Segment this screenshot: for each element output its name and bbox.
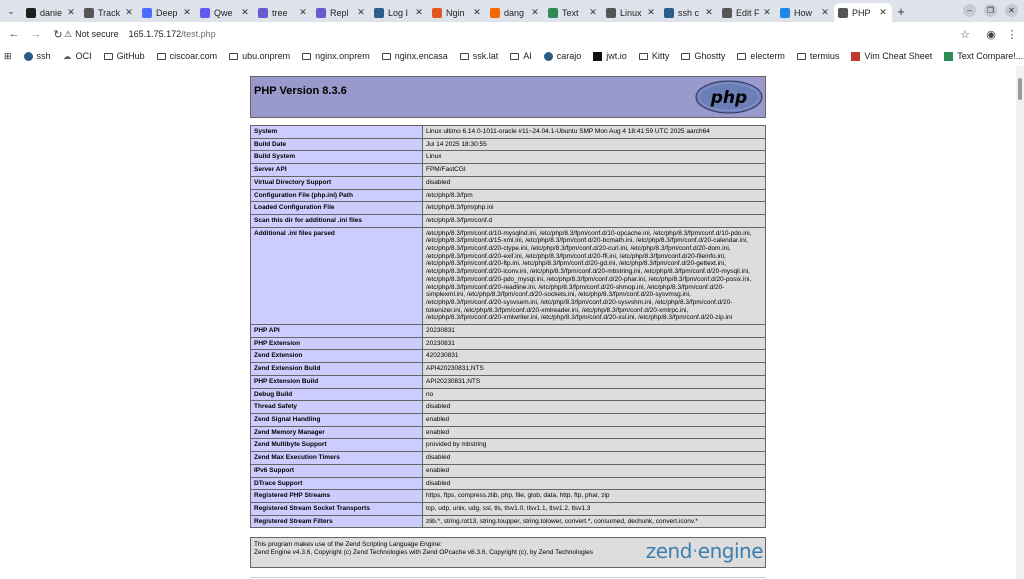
github-icon xyxy=(26,8,36,18)
tab-title: Linux xyxy=(620,7,642,18)
table-row xyxy=(251,515,766,528)
url-path: /test.php xyxy=(181,29,216,39)
directive-name: Zend Multibyte Support xyxy=(251,439,423,452)
tabs-container xyxy=(22,0,892,22)
bookmark-label: ssk.lat xyxy=(472,51,499,61)
directive-name: Zend Extension xyxy=(251,350,423,363)
tab-title: Repl xyxy=(330,7,349,18)
tab-title: ssh c xyxy=(678,7,700,18)
table-row xyxy=(251,189,766,202)
bookmark-label: ssh xyxy=(36,51,51,61)
bookmark-item[interactable] xyxy=(63,51,92,61)
bookmark-label: nginx.onprem xyxy=(315,51,370,61)
directive-value: Linux ultimo 6.14.0-1011-oracle #11~24.04.1-Ubuntu SMP Mon Aug 4 18:41:59 UTC 2025 aarch64 xyxy=(423,126,766,139)
table-row xyxy=(251,214,766,227)
directive-name: Registered Stream Filters xyxy=(251,515,423,528)
directive-name: PHP API xyxy=(251,325,423,338)
bookmark-label: ciscoar.com xyxy=(169,51,218,61)
directive-name: IPv6 Support xyxy=(251,464,423,477)
reload-button[interactable]: ↻ xyxy=(53,28,63,41)
directive-name: Configuration File (php.ini) Path xyxy=(251,189,423,202)
php-version-title: PHP Version 8.3.6 xyxy=(254,85,347,97)
table-row xyxy=(251,477,766,490)
close-tab-icon[interactable]: ✕ xyxy=(183,7,191,17)
table-row xyxy=(251,452,766,465)
table-row xyxy=(251,227,766,324)
close-tab-icon[interactable]: ✕ xyxy=(299,7,307,17)
tab-8[interactable] xyxy=(486,3,544,22)
folder-icon xyxy=(460,53,469,60)
directive-value: /etc/php/8.3/fpm/conf.d xyxy=(423,214,766,227)
page-content xyxy=(0,66,1016,579)
directive-value: FPM/FastCGI xyxy=(423,164,766,177)
close-window-button[interactable]: ✕ xyxy=(1005,4,1018,17)
tab-title: Log I xyxy=(388,7,409,18)
folder-icon xyxy=(229,53,238,60)
table-row xyxy=(251,502,766,515)
directive-value: Jul 14 2025 18:30:55 xyxy=(423,138,766,151)
textcompare-icon xyxy=(548,8,558,18)
ssh-icon xyxy=(664,8,674,18)
qwen-icon xyxy=(200,8,210,18)
tab-7[interactable] xyxy=(428,3,486,22)
directive-value: enabled xyxy=(423,413,766,426)
directive-value: API420230831,NTS xyxy=(423,363,766,376)
table-row xyxy=(251,202,766,215)
directive-name: Registered Stream Socket Transports xyxy=(251,502,423,515)
zend-text xyxy=(254,541,593,557)
folder-icon xyxy=(737,53,746,60)
directive-value: disabled xyxy=(423,477,766,490)
php-logo-icon xyxy=(695,80,763,114)
directive-name: Scan this dir for additional .ini files xyxy=(251,214,423,227)
tab-12[interactable] xyxy=(718,3,776,22)
directive-value: disabled xyxy=(423,452,766,465)
deepseek-icon xyxy=(142,8,152,18)
browser-toolbar xyxy=(0,22,1024,46)
table-row xyxy=(251,439,766,452)
table-row xyxy=(251,176,766,189)
bookmark-item[interactable] xyxy=(681,51,725,61)
restore-window-button[interactable]: ❐ xyxy=(984,4,997,17)
bookmark-item[interactable] xyxy=(737,51,785,61)
table-row xyxy=(251,490,766,503)
tab-9[interactable] xyxy=(544,3,602,22)
directive-value: API20230831,NTS xyxy=(423,375,766,388)
folder-icon xyxy=(382,53,391,60)
directive-value: no xyxy=(423,388,766,401)
tab-title: Edit F xyxy=(736,7,760,18)
directive-value: https, ftps, compress.zlib, php, file, glob, data, http, ftp, phar, zip xyxy=(423,490,766,503)
profile-icon[interactable]: ◉ xyxy=(986,28,996,41)
bookmark-label: termius xyxy=(809,51,840,61)
table-row xyxy=(251,325,766,338)
bookmark-item[interactable] xyxy=(157,51,218,61)
tab-search-button[interactable]: ⌄ xyxy=(7,5,15,16)
tab-1[interactable] xyxy=(80,3,138,22)
directive-name: Build Date xyxy=(251,138,423,151)
tab-title: dang xyxy=(504,7,525,18)
directive-name: PHP Extension Build xyxy=(251,375,423,388)
bookmark-item[interactable] xyxy=(24,51,51,61)
table-row xyxy=(251,426,766,439)
folder-icon xyxy=(639,53,648,60)
directive-value: provided by mbstring xyxy=(423,439,766,452)
directive-value: 20230831 xyxy=(423,325,766,338)
close-tab-icon[interactable]: ✕ xyxy=(763,7,771,17)
close-tab-icon[interactable]: ✕ xyxy=(241,7,249,17)
php-logo-text: php xyxy=(710,88,748,108)
table-row xyxy=(251,138,766,151)
table-row xyxy=(251,350,766,363)
bookmark-label: electerm xyxy=(750,51,785,61)
zend-logo-part2: engine xyxy=(697,539,763,563)
directive-name: Registered PHP Streams xyxy=(251,490,423,503)
folder-icon xyxy=(510,53,519,60)
globe-icon xyxy=(84,8,94,18)
bookmark-item[interactable] xyxy=(944,51,1023,61)
directive-value: Linux xyxy=(423,151,766,164)
tab-13[interactable] xyxy=(776,3,834,22)
bookmark-label: AI xyxy=(523,51,532,61)
directive-value: tcp, udp, unix, udg, ssl, tls, tlsv1.0, tlsv1.1, tlsv1.2, tlsv1.3 xyxy=(423,502,766,515)
bookmark-label: ubu.onprem xyxy=(242,51,291,61)
directive-name: System xyxy=(251,126,423,139)
directive-name: Server API xyxy=(251,164,423,177)
bookmark-star-icon[interactable]: ☆ xyxy=(960,28,970,41)
table-row xyxy=(251,126,766,139)
vim-icon xyxy=(851,52,860,61)
close-tab-icon[interactable]: ✕ xyxy=(879,7,887,17)
back-button[interactable]: ← xyxy=(8,28,20,40)
table-row xyxy=(251,401,766,414)
tab-6[interactable] xyxy=(370,3,428,22)
table-row xyxy=(251,363,766,376)
tab-3[interactable] xyxy=(196,3,254,22)
tab-title: Track xyxy=(98,7,121,18)
close-tab-icon[interactable]: ✕ xyxy=(705,7,713,17)
bookmark-item[interactable] xyxy=(639,51,670,61)
ssh-icon xyxy=(374,8,384,18)
bookmark-item[interactable] xyxy=(229,51,290,61)
directive-name: Additional .ini files parsed xyxy=(251,227,423,324)
directive-value: 20230831 xyxy=(423,337,766,350)
close-tab-icon[interactable]: ✕ xyxy=(473,7,481,17)
close-tab-icon[interactable]: ✕ xyxy=(821,7,829,17)
table-row xyxy=(251,151,766,164)
bookmark-label: Vim Cheat Sheet xyxy=(864,51,933,61)
zend-engine-box xyxy=(250,537,766,568)
directive-name: Zend Memory Manager xyxy=(251,426,423,439)
new-tab-button[interactable]: + xyxy=(897,3,905,19)
zend-text-line1: This program makes use of the Zend Scripting Language Engine: xyxy=(254,541,442,548)
tab-4[interactable] xyxy=(254,3,312,22)
directive-name: Thread Safety xyxy=(251,401,423,414)
close-tab-icon[interactable]: ✕ xyxy=(125,7,133,17)
globe-icon xyxy=(838,8,848,18)
table-row xyxy=(251,388,766,401)
divider xyxy=(250,577,766,578)
url-host: 165.1.75.172 xyxy=(128,29,182,39)
table-row xyxy=(251,164,766,177)
globe-icon xyxy=(606,8,616,18)
bookmark-item[interactable] xyxy=(302,51,370,61)
tab-11[interactable] xyxy=(660,3,718,22)
directive-value: enabled xyxy=(423,464,766,477)
tab-title: How xyxy=(794,7,813,18)
bookmark-label: jwt.io xyxy=(606,51,627,61)
tab-title: Qwe xyxy=(214,7,233,18)
ssh-icon xyxy=(24,52,33,61)
tab-title: Text xyxy=(562,7,579,18)
page-scrollbar[interactable] xyxy=(1016,66,1024,579)
cloud-icon: ☁ xyxy=(63,51,72,61)
close-tab-icon[interactable]: ✕ xyxy=(589,7,597,17)
bookmark-label: carajo xyxy=(556,51,582,61)
tab-0[interactable] xyxy=(22,3,80,22)
directive-name: Zend Signal Handling xyxy=(251,413,423,426)
zend-logo-part1: zend xyxy=(645,539,692,563)
directive-name: Zend Max Execution Timers xyxy=(251,452,423,465)
bookmark-label: GitHub xyxy=(116,51,145,61)
close-tab-icon[interactable]: ✕ xyxy=(357,7,365,17)
directive-value: disabled xyxy=(423,401,766,414)
bookmark-label: Text Compare!... xyxy=(957,51,1024,61)
bookmark-item[interactable] xyxy=(851,51,932,61)
bookmark-item[interactable] xyxy=(797,51,840,61)
nginx-icon xyxy=(432,8,442,18)
replit-icon xyxy=(316,8,326,18)
directive-value: zlib.*, string.rot13, string.toupper, string.tolower, convert.*, consumed, dechunk, convert.iconv.* xyxy=(423,515,766,528)
tree-icon xyxy=(258,8,268,18)
tab-14[interactable] xyxy=(834,3,892,22)
php-header xyxy=(250,76,766,118)
tab-title: tree xyxy=(272,7,288,18)
directive-name: Zend Extension Build xyxy=(251,363,423,376)
ssh-icon xyxy=(544,52,553,61)
browser-chrome xyxy=(0,0,1024,66)
directive-name: Virtual Directory Support xyxy=(251,176,423,189)
directive-value: /etc/php/8.3/fpm/conf.d/10-mysqlnd.ini, /etc/php/8.3/fpm/conf.d/10-opcache.ini, /etc/php/8.3/fpm/conf.d/10-pdo.ini, /etc/php/8.3/fpm/conf.d/15-xml.ini, /etc/php/8.3/fpm/conf.d/20-bcmath.ini, /etc/php/8.3/fpm/conf.d/20-calendar.ini, /etc/php/8.3/fpm/conf.d/20-ctype.ini, /etc/php/8.3/fpm/conf.d/20-curl.ini, /etc/php/8.3/fpm/conf.d/20-dom.ini, /etc/php/8.3/fpm/conf.d/20-exif.ini, /etc/php/8.3/fpm/conf.d/20-ffi.ini, /etc/php/8.3/fpm/conf.d/20-fileinfo.ini, /etc/php/8.3/fpm/conf.d/20-ftp.ini, /etc/php/8.3/fpm/conf.d/20-gd.ini, /etc/php/8.3/fpm/conf.d/20-gettext.ini, /etc/php/8.3/fpm/conf.d/20-iconv.ini, /etc/php/8.3/fpm/conf.d/20-mbstring.ini, /etc/php/8.3/fpm/conf.d/20-mysqli.ini, /etc/php/8.3/fpm/conf.d/20-pdo_mysql.ini, /etc/php/8.3/fpm/conf.d/20-phar.ini, /etc/php/8.3/fpm/conf.d/20-posix.ini, /etc/php/8.3/fpm/conf.d/20-readline.ini, /etc/php/8.3/fpm/conf.d/20-shmop.ini, /etc/php/8.3/fpm/conf.d/20-simplexml.ini, /etc/php/8.3/fpm/conf.d/20-sockets.ini, /etc/php/8.3/fpm/conf.d/20-sysvmsg.ini, /etc/php/8.3/fpm/conf.d/20-sysvsem.ini, /etc/php/8.3/fpm/conf.d/20-sysvshm.ini, /etc/php/8.3/fpm/conf.d/20-tokenizer.ini, /etc/php/8.3/fpm/conf.d/20-xmlreader.ini, /etc/php/8.3/fpm/conf.d/20-xmlrpc.ini, /etc/php/8.3/fpm/conf.d/20-xmlwriter.ini, /etc/php/8.3/fpm/conf.d/20-xsl.ini, /etc/php/8.3/fpm/conf.d/20-zip.ini xyxy=(423,227,766,324)
table-row xyxy=(251,413,766,426)
bookmarks-bar xyxy=(0,46,1024,66)
address-bar[interactable] xyxy=(64,24,970,44)
tab-title: Deep xyxy=(156,7,178,18)
bookmark-item[interactable] xyxy=(104,51,145,61)
directive-value: /etc/php/8.3/fpm/php.ini xyxy=(423,202,766,215)
close-tab-icon[interactable]: ✕ xyxy=(67,7,75,17)
minimize-window-button[interactable]: – xyxy=(963,4,976,17)
bookmark-item[interactable] xyxy=(382,51,448,61)
grafana-icon xyxy=(490,8,500,18)
close-tab-icon[interactable]: ✕ xyxy=(415,7,423,17)
directive-value: enabled xyxy=(423,426,766,439)
directive-name: DTrace Support xyxy=(251,477,423,490)
warning-icon[interactable]: ⚠ xyxy=(64,28,73,39)
apps-icon[interactable]: ⊞ xyxy=(4,50,12,61)
scrollbar-thumb[interactable] xyxy=(1018,78,1022,100)
tab-title: PHP xyxy=(852,7,871,18)
close-tab-icon[interactable]: ✕ xyxy=(531,7,539,17)
directive-name: Build System xyxy=(251,151,423,164)
tab-5[interactable] xyxy=(312,3,370,22)
table-row xyxy=(251,337,766,350)
folder-icon xyxy=(302,53,311,60)
folder-icon xyxy=(797,53,806,60)
bookmark-label: Kitty xyxy=(651,51,670,61)
security-label[interactable]: Not secure xyxy=(75,29,119,39)
bookmark-list xyxy=(24,51,1024,61)
textcompare-icon xyxy=(944,52,953,61)
directive-name: Debug Build xyxy=(251,388,423,401)
forward-button[interactable]: → xyxy=(30,28,42,40)
zend-engine-logo-icon: zend·engine xyxy=(645,539,763,563)
directive-value: disabled xyxy=(423,176,766,189)
bookmark-item[interactable] xyxy=(544,51,582,61)
directive-name: Loaded Configuration File xyxy=(251,202,423,215)
jwt-icon xyxy=(593,52,602,61)
bookmark-label: nginx.encasa xyxy=(394,51,448,61)
bookmark-item[interactable] xyxy=(593,51,627,61)
tab-strip xyxy=(0,0,1024,22)
directive-value: 420230831 xyxy=(423,350,766,363)
tab-10[interactable] xyxy=(602,3,660,22)
bookmark-item[interactable] xyxy=(460,51,499,61)
tab-title: danie xyxy=(40,7,63,18)
tab-title: Ngin xyxy=(446,7,465,18)
folder-icon xyxy=(104,53,113,60)
table-row xyxy=(251,375,766,388)
close-tab-icon[interactable]: ✕ xyxy=(647,7,655,17)
folder-icon xyxy=(157,53,166,60)
directive-value: /etc/php/8.3/fpm xyxy=(423,189,766,202)
php-info-table xyxy=(250,125,766,528)
globe-icon xyxy=(722,8,732,18)
directive-name: PHP Extension xyxy=(251,337,423,350)
folder-icon xyxy=(681,53,690,60)
bookmark-label: Ghostty xyxy=(694,51,726,61)
zend-text-line2: Zend Engine v4.3.6, Copyright (c) Zend Technologies with Zend OPcache v8.3.6, Copyright (c), by Zend Technologies xyxy=(254,549,594,556)
table-row xyxy=(251,464,766,477)
tab-2[interactable] xyxy=(138,3,196,22)
bookmark-item[interactable] xyxy=(510,51,532,61)
bookmark-label: OCI xyxy=(75,51,92,61)
menu-icon[interactable]: ⋮ xyxy=(1006,28,1018,41)
vscode-icon xyxy=(780,8,790,18)
